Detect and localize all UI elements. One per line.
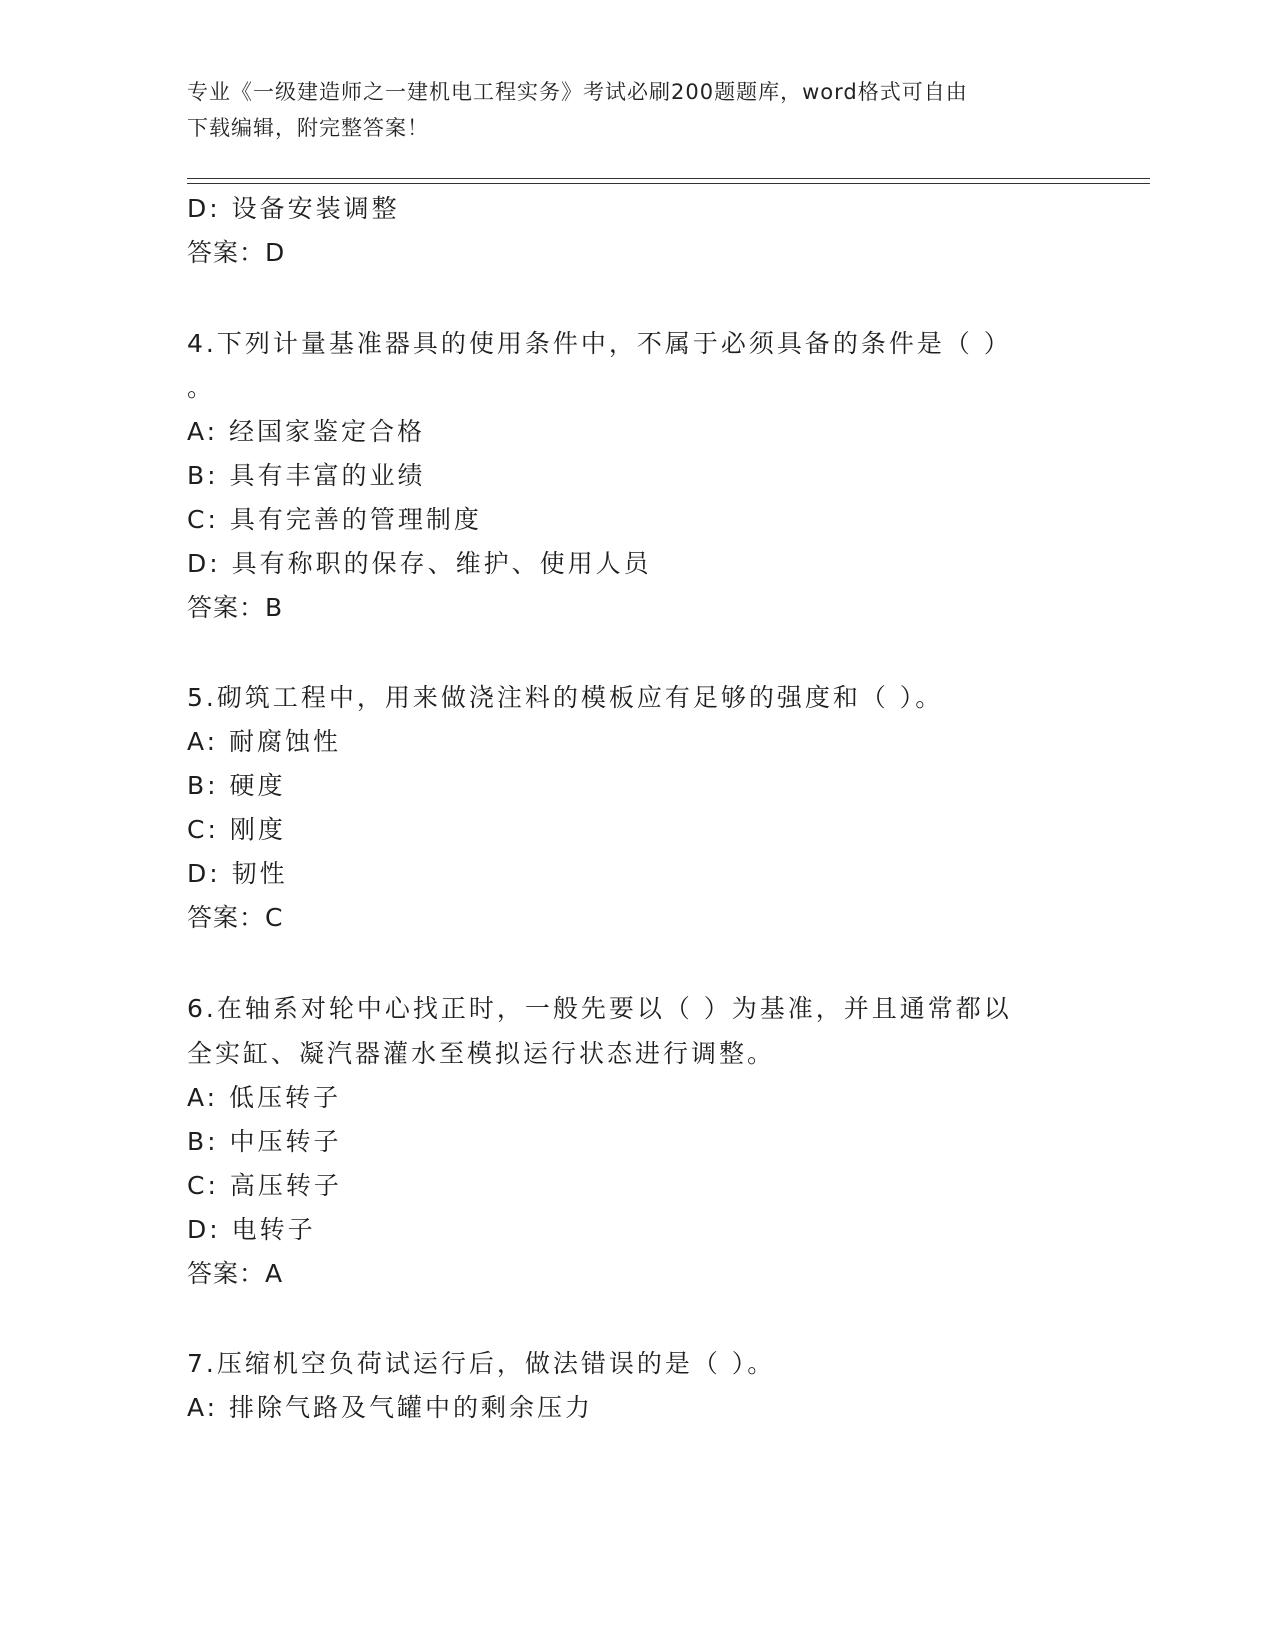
q6-stem-line-2: 全实缸、凝汽器灌水至模拟运行状态进行调整。 [187,1039,776,1068]
q4-answer: 答案：B [187,593,284,622]
q6-answer: 答案：A [187,1259,284,1288]
q6-stem-line-1: 6.在轴系对轮中心找正时，一般先要以（ ）为基准，并且通常都以 [187,994,1012,1023]
q3-option-d: D: 设备安装调整 [187,194,400,223]
q4-stem-line-2: 。 [187,373,216,402]
q6-option-a: A: 低压转子 [187,1083,342,1112]
q4-option-a: A: 经国家鉴定合格 [187,417,426,446]
q5-option-a: A: 耐腐蚀性 [187,727,342,756]
q6-option-c: C: 高压转子 [187,1171,342,1200]
header-text [187,74,1087,146]
q7-option-a: A: 排除气路及气罐中的剩余压力 [187,1393,594,1422]
q5-option-d: D: 韧性 [187,859,288,888]
q4-stem-line-1: 4.下列计量基准器具的使用条件中，不属于必须具备的条件是（ ） [187,329,1012,358]
header-divider-top [187,178,1150,179]
header-divider-bottom [187,183,1150,184]
q4-option-d: D: 具有称职的保存、维护、使用人员 [187,549,652,578]
q4-option-c: C: 具有完善的管理制度 [187,505,482,534]
q6-option-b: B: 中压转子 [187,1127,342,1156]
q4-option-b: B: 具有丰富的业绩 [187,461,426,490]
q6-option-d: D: 电转子 [187,1215,316,1244]
q7-stem-line-1: 7.压缩机空负荷试运行后，做法错误的是（ ）。 [187,1349,776,1378]
q5-option-b: B: 硬度 [187,771,286,800]
q5-stem-line-1: 5.砌筑工程中，用来做浇注料的模板应有足够的强度和（ ）。 [187,683,944,712]
q5-answer: 答案：C [187,903,284,932]
q3-answer: 答案：D [187,238,286,267]
header-line-2: 下载编辑，附完整答案！ [187,116,429,140]
q5-option-c: C: 刚度 [187,815,286,844]
header-line-1: 专业《一级建造师之一建机电工程实务》考试必刷200题题库，word格式可自由 [187,80,968,104]
